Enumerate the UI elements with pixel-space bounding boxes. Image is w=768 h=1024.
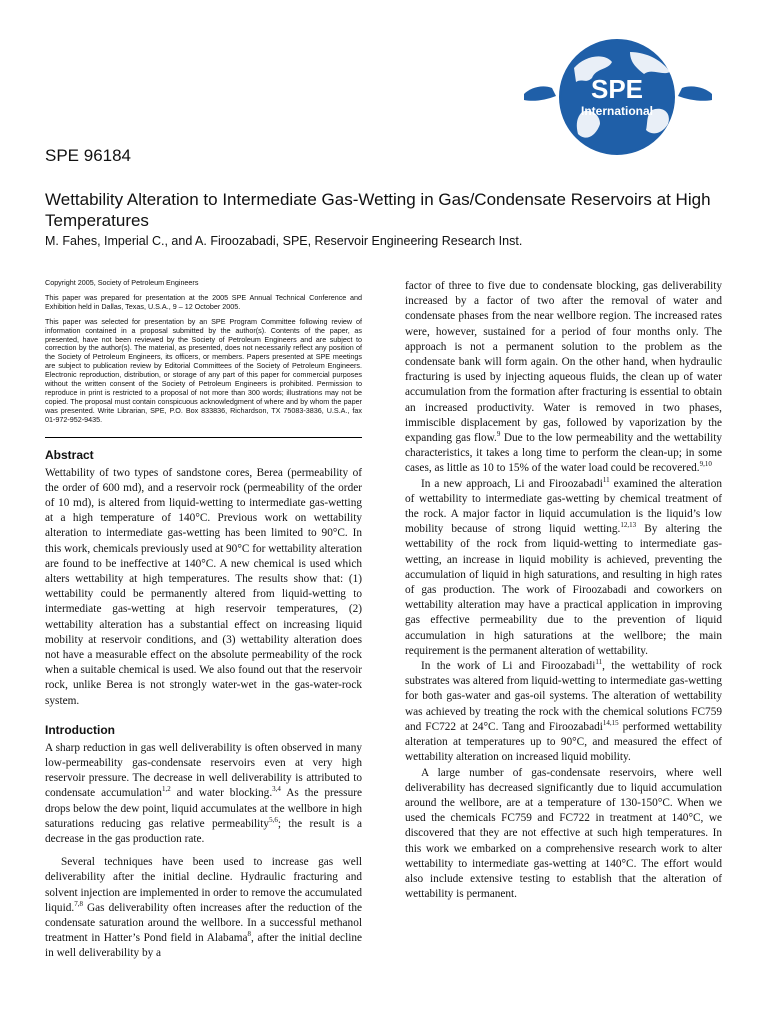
introduction-paragraph-1: A sharp reduction in gas well deliverability is often observed in many low-permeability gas-condensate reservoirs even at very high reservoir pressure. The decrease in well deliverability is attributed to condensate accumulation$^{1,2}$ and water blocking.$^{3,4}$ As the pressure drops below the dew point, liquid accumulates at the wellbore in high saturations reducing gas relative permeability$^{5,6}$; the result is a decrease in the gas production rate. [45, 741, 362, 846]
logo-main-text: SPE [590, 74, 644, 104]
authors-line: M. Fahes, Imperial C., and A. Firoozabadi, SPE, Reservoir Engineering Research Inst. [45, 234, 523, 248]
copyright-notice [45, 279, 362, 438]
copyright-line: Copyright 2005, Society of Petroleum Engineers [45, 278, 199, 287]
globe-logo-graphic [512, 38, 722, 156]
abstract-text: Wettability of two types of sandstone cores, Berea (permeability of the order of 600 md), and a reservoir rock (permeability of the order of 10 md), is altered from liquid-wetting to intermediate gas-wetting at a high temperature of 140°C. Previous work on wettability alteration to intermediate gas-wetting has been limited to 90°C. In this work, chemicals previously used at 90°C for wettability alteration are found to be ineffective at 140°C. A new chemical is used which alters wettability at high temperatures. The results show that: (1) wettability could be permanently altered from liquid-wetting to intermediate gas-wetting at high reservoir temperatures, (2) wettability alteration has a substantial effect on increasing liquid mobility at reservoir conditions, and (3) wettability alteration does not have a measurable effect on the absolute permeability of the rock when a suitable chemical is used. We also found out that the reservoir rock, unlike Berea is not strongly water-wet in the gas-water-rock system. [45, 466, 362, 707]
right-paragraph-2: In a new approach, Li and Firoozabadi$^{11}$ examined the alteration of wettability to intermediate gas-wetting by chemical treatment of the rock. A major factor in liquid accumulation is the liquid’s low mobility because of strong liquid wetting.$^{12,13}$ By altering the wettability of the rock from liquid-wetting to intermediate gas-wetting, an increase in liquid mobility is achieved, preventing the accumulation of liquid in high saturations, and resulting in high rates of gas production. The work of Firoozabadi and coworkers on wettability alteration may have a practical application in improving gas effective permeability due to the prevention of liquid accumulation in high saturations at the wellbore; the main requirement is the permanent alteration of wettability. [405, 475, 722, 657]
right-paragraph-3: In the work of Li and Firoozabadi$^{11}$, the wettability of rock substrates was altered from liquid-wetting to intermediate gas-wetting for both gas-water and gas-oil systems. The alteration of wettability was achieved by treating the rock with the chemical solutions FC759 and FC722 at 24°C. Tang and Firoozabadi$^{14,15}$ performed wettability alteration at temperatures up to 90°C, and measured the effect of wettability alteration on increased liquid mobility. [405, 658, 722, 764]
paper-title: Wettability Alteration to Intermediate Gas-Wetting in Gas/Condensate Reservoirs at High Temperatures [45, 190, 711, 230]
abstract-heading: Abstract [45, 447, 94, 462]
review-statement: This paper was selected for presentation by an SPE Program Committee following review of information contained in a proposal submitted by the author(s). Contents of the paper, as presented, have not been reviewed by the Society of Petroleum Engineers and are subject to correction by the author(s). The material, as presented, does not necessarily reflect any position of the Society of Petroleum Engineers, its officers, or members. Papers presented at SPE meetings are subject to publication review by Editorial Committees of the Society of Petroleum Engineers. Electronic reproduction, distribution, or storage of any part of this paper for commercial purposes without the written consent of the Society of Petroleum Engineers is prohibited. Permission to reproduce in print is restricted to a proposal of not more than 300 words; illustrations may not be copied. The proposal must contain conspicuous acknowledgment of where and by whom the paper was presented. Write Librarian, SPE, P.O. Box 833836, Richardson, TX 75083-3836, U.S.A., fax 01-972-952-9435. [45, 316, 362, 424]
abstract-section [45, 448, 362, 709]
left-column [45, 279, 362, 962]
introduction-heading: Introduction [45, 722, 115, 737]
introduction-section [45, 723, 362, 962]
logo-sub-text: International [580, 104, 654, 118]
introduction-paragraph-2: Several techniques have been used to increase gas well deliverability after the initial decline. Hydraulic fracturing and solvent injection are implemented in order to remove the accumulated liquid.$^{7,8}$ Gas deliverability often increases after the reduction of the condensate saturation around the wellbore. In a successful methanol treatment in Hatter’s Pond field in Alabama$^8$, after the initial decline in well deliverability by a [45, 856, 363, 960]
right-paragraph-4: A large number of gas-condensate reservoirs, where well deliverability has decreased significantly due to liquid accumulation around the wellbore, are at a temperature of 130-150°C. When we used the chemicals FC759 and FC722 in treatment at 140°C, we discovered that they are not effective at such high temperatures. In this work we embarked on a comprehensive research work to alter wettability to intermediate gas-wetting at 140°C. The effort would also include extensive testing to establish that the alteration of wettability is permanent. [405, 766, 722, 901]
conference-line: This paper was prepared for presentation at the 2005 SPE Annual Technical Conference and Exhibition held in Dallas, Texas, U.S.A., 9 – 12 October 2005. [45, 292, 362, 311]
right-paragraph-1: factor of three to five due to condensate blocking, gas deliverability increased by a factor of two after the removal of water and condensate phases from the near wellbore region. The increased rates were, however, sustained for a period of four months only. The approach is not a permanent solution to the problem as the condensate bank will form again. On the other hand, when hydraulic fracturing is used by injecting aqueous fluids, the clean up of water accumulation from the formation after fracturing is essential to obtain an increased productivity. Water is removed in two phases, immiscible displacement by gas, followed by vaporization by the expanding gas flow.$^9$ Due to the low permeability and the wettability characteristics, it takes a long time to perform the clean-up; in some cases, as little as 10 to 15% of the water load could be recovered.$^{9,10}$ [405, 280, 723, 475]
right-column [405, 279, 722, 902]
spe-international-logo [512, 38, 722, 156]
paper-number: SPE 96184 [45, 146, 132, 165]
